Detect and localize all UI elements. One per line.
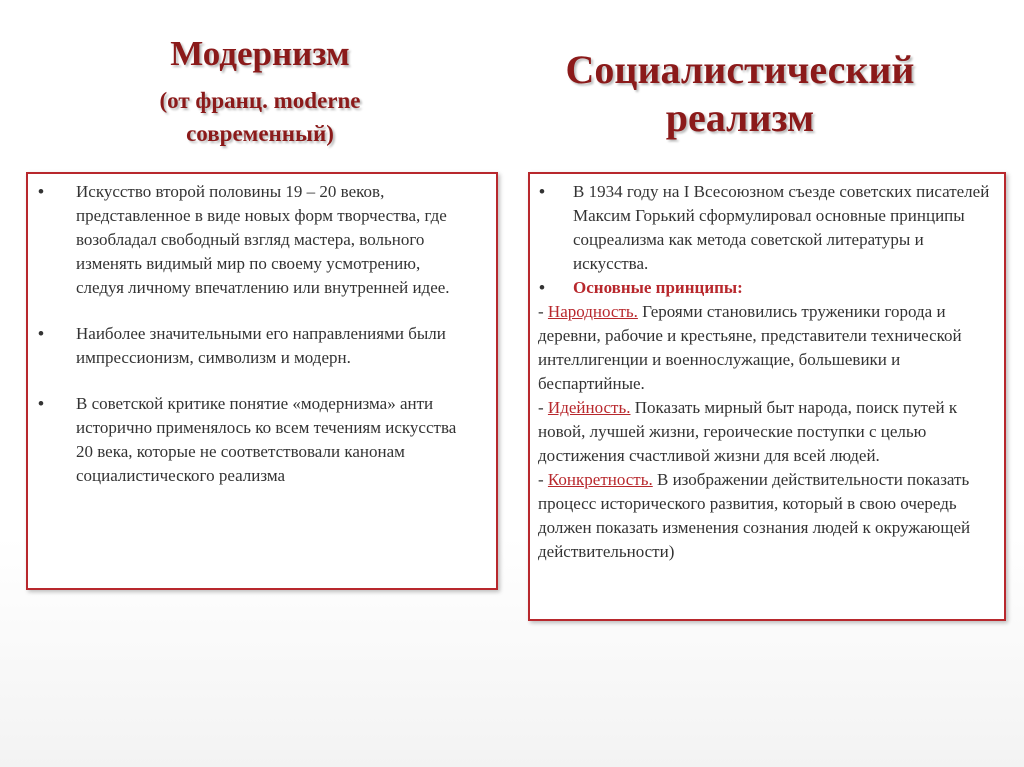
- principle-text: В изображении действительности показать процесс исторического развития, который в свою очередь должен показать изменения сознания людей к окружающей действительности): [538, 470, 971, 561]
- socialist-realism-title-line1: Социалистический: [565, 47, 915, 92]
- principle-narodnost: [538, 300, 996, 396]
- modernism-subtitle-line2: современный): [186, 121, 334, 146]
- modernism-title: Модернизм: [170, 34, 350, 73]
- bullet-icon: •: [539, 278, 545, 297]
- principle-text: Героями становились труженики города и деревни, рабочие и крестьяне, представители технической интеллигенции и военнослужащие, большевики и беспартийные.: [538, 302, 962, 393]
- principles-title: Основные принципы:: [573, 278, 743, 297]
- socialist-realism-title-line2: реализм: [665, 95, 815, 140]
- list-item: [28, 180, 482, 300]
- list-item: [538, 276, 996, 300]
- list-item: [28, 322, 482, 370]
- principle-prefix: -: [538, 302, 548, 321]
- bullet-icon: •: [38, 324, 44, 343]
- modernism-text-box: [26, 172, 498, 590]
- principle-term: Народность.: [547, 302, 638, 321]
- bullet-text: Наиболее значительными его направлениями были импрессионизм, символизм и модерн.: [76, 324, 446, 367]
- principle-prefix: -: [538, 470, 548, 489]
- bullet-icon: •: [38, 394, 44, 413]
- principle-konkretnost: [538, 468, 996, 564]
- socialist-realism-text-box: [528, 172, 1006, 621]
- list-item: [538, 180, 996, 276]
- principle-ideynost: [538, 396, 996, 468]
- modernism-subtitle-line1: (от франц. moderne: [159, 88, 361, 113]
- list-item: [28, 392, 482, 488]
- principle-text: Показать мирный быт народа, поиск путей к новой, лучшей жизни, героические поступки с целью достижения счастливой жизни для всей людей.: [538, 398, 958, 465]
- bullet-text: Искусство второй половины 19 – 20 веков, представленное в виде новых форм творчества, где возобладал свободный взгляд мастера, вольного изменять видимый мир по своему усмотрению, следуя личному впечатлению или внутренней идее.: [76, 182, 450, 297]
- principle-term: Конкретность.: [547, 470, 653, 489]
- principle-term: Идейность.: [547, 398, 631, 417]
- principle-prefix: -: [538, 398, 548, 417]
- bullet-icon: •: [539, 182, 545, 201]
- intro-text: В 1934 году на I Всесоюзном съезде советских писателей Максим Горький сформулировал основные принципы соцреализма как метода советской литературы и искусства.: [573, 182, 990, 273]
- bullet-icon: •: [38, 182, 44, 201]
- bullet-text: В советской критике понятие «модернизма» анти исторично применялось ко всем течениям искусства 20 века, которые не соответствовали канонам социалистического реализма: [76, 394, 457, 485]
